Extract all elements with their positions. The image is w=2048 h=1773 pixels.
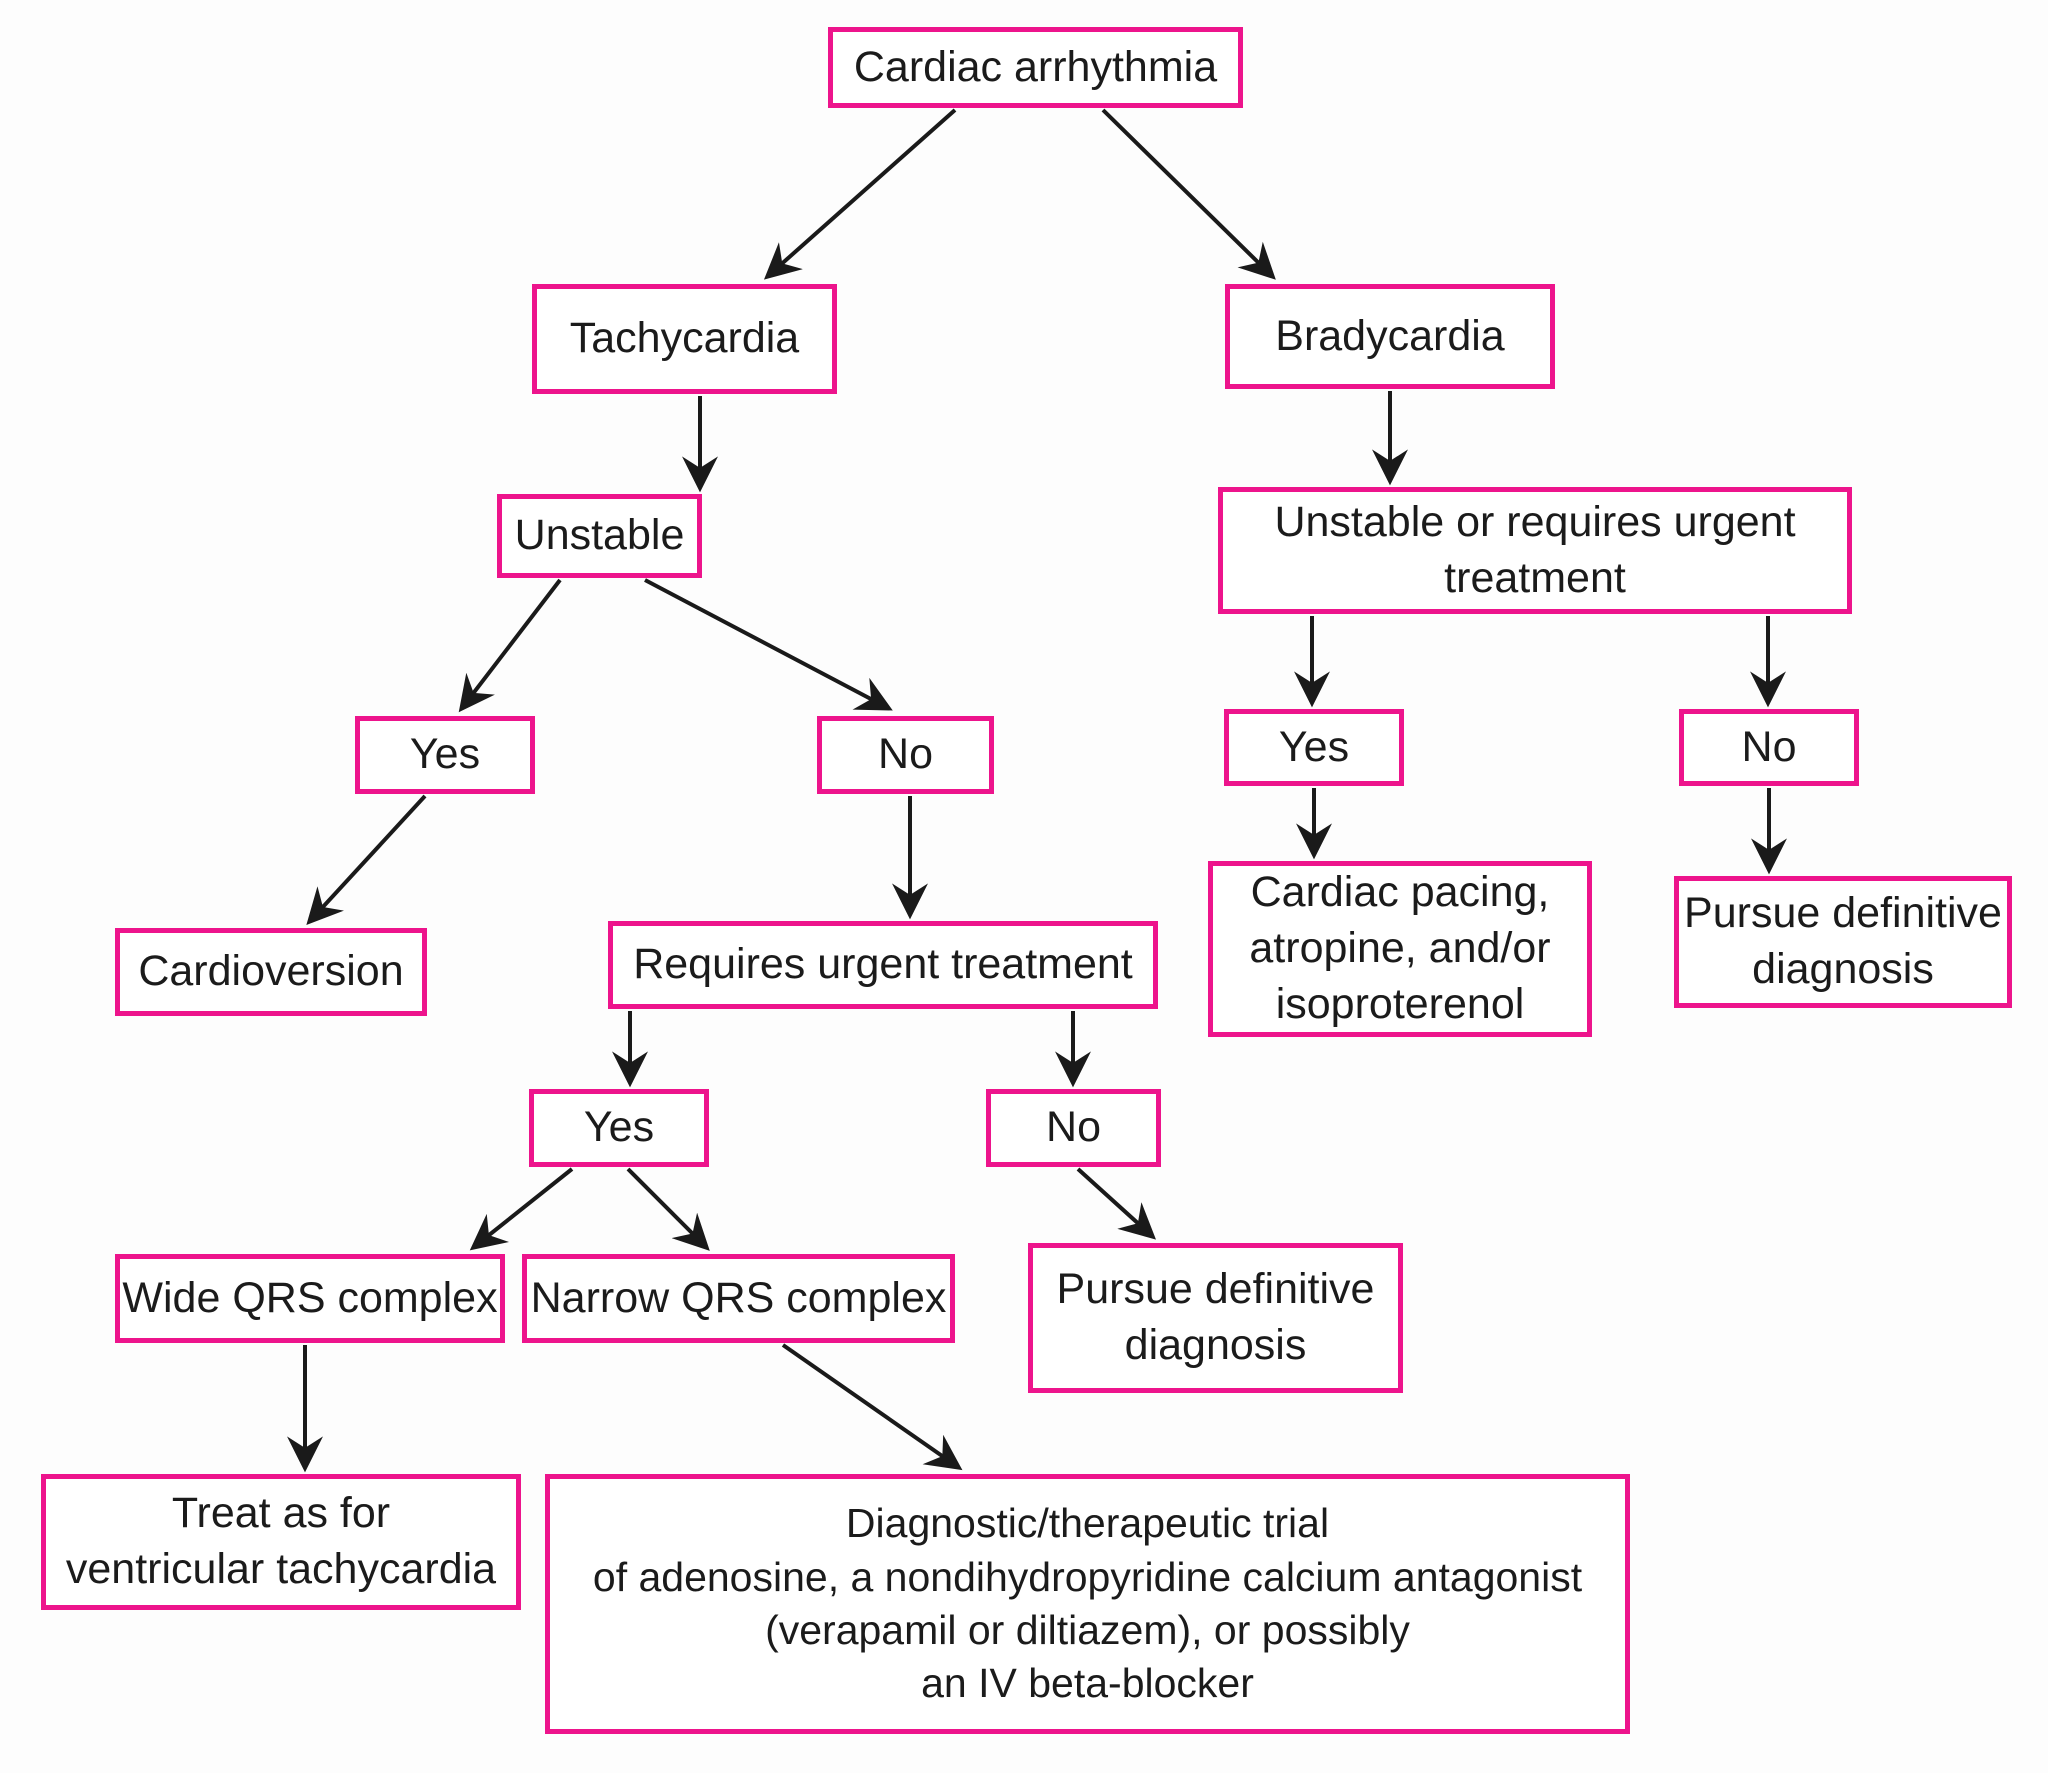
- arrow-unstable-to-tachy-unstable-yes: [462, 580, 560, 708]
- brady-no-box: [1679, 709, 1859, 786]
- tachy-unstable-yes-box-label: Yes: [409, 730, 481, 779]
- cardiac-pacing-box-label: atropine, and/or: [1249, 924, 1551, 973]
- tachycardia-box-label: Tachycardia: [569, 314, 800, 363]
- cardiac-arrhythmia-box: [828, 27, 1243, 108]
- pursue-definitive-diagnosis-mid-box: [1028, 1243, 1403, 1393]
- arrow-tachy-unstable-yes-to-cardioversion: [310, 796, 425, 921]
- narrow-qrs-complex-box-label: Narrow QRS complex: [530, 1273, 947, 1322]
- brady-no-box-label: No: [1741, 722, 1797, 771]
- diagnostic-therapeutic-trial-box-label: an IV beta-blocker: [921, 1660, 1254, 1707]
- unstable-box: [497, 494, 702, 578]
- wide-qrs-complex-box: [115, 1254, 505, 1343]
- treat-as-ventricular-tachycardia-box: [41, 1474, 521, 1610]
- tachy-unstable-no-box: [817, 716, 994, 794]
- arrow-urgent-no-to-pursue-definitive-diagnosis-mid: [1078, 1169, 1152, 1236]
- wide-qrs-complex-box-label: Wide QRS complex: [122, 1273, 498, 1322]
- pursue-definitive-diagnosis-mid-box-label: diagnosis: [1124, 1321, 1307, 1369]
- arrow-cardiac-arrhythmia-to-bradycardia: [1103, 110, 1272, 276]
- arrow-unstable-to-tachy-unstable-no: [645, 580, 888, 708]
- diagnostic-therapeutic-trial-box-label: (verapamil or diltiazem), or possibly: [765, 1607, 1410, 1653]
- urgent-yes-box-label: Yes: [583, 1103, 655, 1152]
- cardiac-pacing-box-label: isoproterenol: [1275, 979, 1525, 1028]
- arrow-urgent-yes-to-wide-qrs-complex: [474, 1169, 572, 1247]
- cardiac-arrhythmia-box-label: Cardiac arrhythmia: [853, 42, 1218, 91]
- brady-yes-box: [1224, 709, 1404, 786]
- cardiac-pacing-box-label: Cardiac pacing,: [1250, 868, 1550, 917]
- diagnostic-therapeutic-trial-box-label: Diagnostic/therapeutic trial: [845, 1500, 1330, 1547]
- bradycardia-box: [1225, 284, 1555, 389]
- tachy-unstable-yes-box: [355, 716, 535, 794]
- brady-yes-box-label: Yes: [1278, 722, 1350, 771]
- treat-as-ventricular-tachycardia-box-label: ventricular tachycardia: [65, 1545, 497, 1593]
- arrow-cardiac-arrhythmia-to-tachycardia: [768, 110, 955, 276]
- urgent-no-box: [986, 1089, 1161, 1167]
- cardioversion-box: [115, 928, 427, 1016]
- unstable-or-requires-urgent-treatment-box: [1218, 487, 1852, 614]
- diagnostic-therapeutic-trial-box-label: of adenosine, a nondihydropyridine calcium antagonist: [592, 1553, 1583, 1600]
- arrow-narrow-qrs-complex-to-diagnostic-therapeutic-trial: [783, 1345, 958, 1467]
- diagnostic-therapeutic-trial-box: [545, 1474, 1630, 1734]
- cardiac-pacing-box: [1208, 861, 1592, 1037]
- urgent-yes-box: [529, 1089, 709, 1167]
- unstable-or-requires-urgent-treatment-box-label: Unstable or requires urgent: [1274, 497, 1796, 546]
- requires-urgent-treatment-box: [608, 921, 1158, 1009]
- narrow-qrs-complex-box: [522, 1254, 955, 1343]
- arrow-urgent-yes-to-narrow-qrs-complex: [628, 1169, 706, 1247]
- pursue-definitive-diagnosis-right-box: [1674, 876, 2012, 1008]
- urgent-no-box-label: No: [1046, 1103, 1101, 1152]
- treat-as-ventricular-tachycardia-box-label: Treat as for: [171, 1489, 391, 1538]
- pursue-definitive-diagnosis-right-box-label: Pursue definitive: [1684, 889, 2002, 938]
- tachycardia-box: [532, 284, 837, 394]
- pursue-definitive-diagnosis-right-box-label: diagnosis: [1752, 945, 1934, 993]
- unstable-box-label: Unstable: [514, 511, 685, 560]
- cardioversion-box-label: Cardioversion: [138, 947, 404, 996]
- requires-urgent-treatment-box-label: Requires urgent treatment: [633, 940, 1133, 989]
- bradycardia-box-label: Bradycardia: [1275, 311, 1505, 360]
- tachy-unstable-no-box-label: No: [878, 730, 933, 779]
- unstable-or-requires-urgent-treatment-box-label: treatment: [1444, 553, 1626, 602]
- pursue-definitive-diagnosis-mid-box-label: Pursue definitive: [1056, 1265, 1375, 1314]
